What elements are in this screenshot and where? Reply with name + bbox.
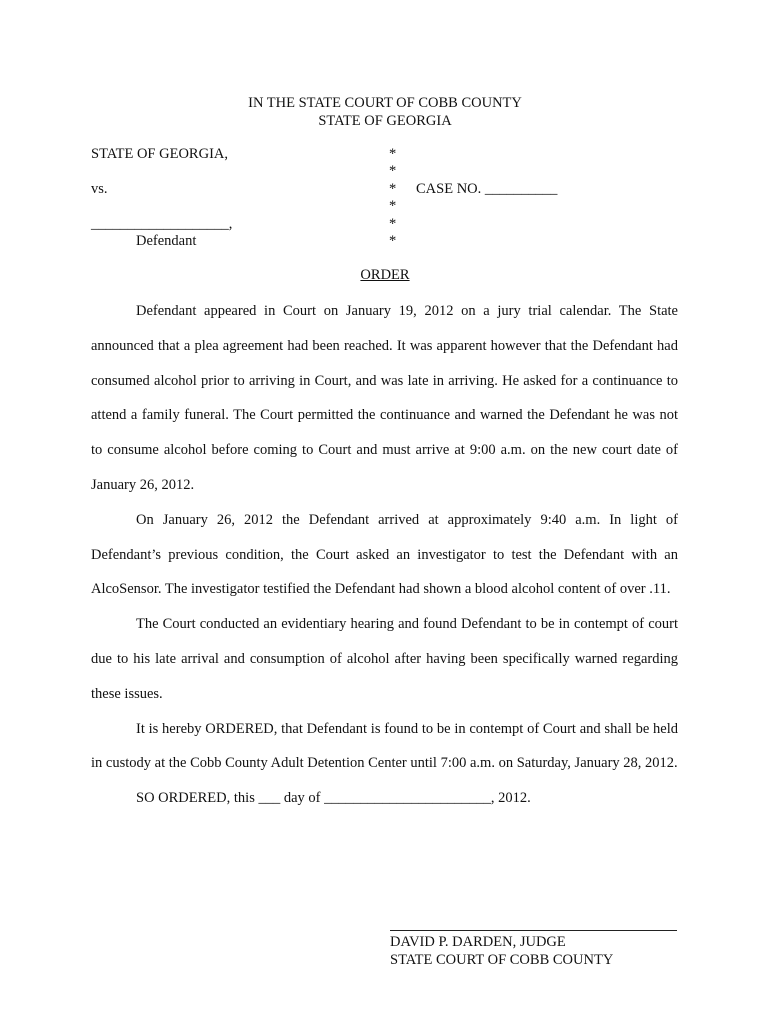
signature-block	[390, 930, 677, 969]
order-body	[91, 294, 678, 816]
signature-line	[390, 930, 677, 931]
paragraph: On January 26, 2012 the Defendant arrived at approximately 9:40 a.m. In light of Defendant’s previous condition, the Court asked an investigator to test the Defendant with an AlcoSensor. The investigator testified the Defendant had shown a blood alcohol content of over .11.	[91, 511, 678, 598]
judge-court: STATE COURT OF COBB COUNTY	[390, 951, 614, 968]
case-number: CASE NO. __________	[416, 181, 558, 197]
separator-star: *	[389, 163, 397, 180]
paragraph: It is hereby ORDERED, that Defendant is found to be in contempt of Court and shall be held in custody at the Cobb County Adult Detention Center until 7:00 a.m. on Saturday, January 28, 2012.	[91, 720, 678, 772]
separator-star: *	[389, 198, 397, 215]
court-state: STATE OF GEORGIA	[318, 113, 452, 129]
judge-name: DAVID P. DARDEN, JUDGE	[390, 934, 566, 950]
defendant-label: Defendant	[136, 233, 197, 249]
separator-star: *	[389, 233, 397, 250]
case-caption	[91, 146, 691, 256]
plaintiff-name: STATE OF GEORGIA,	[91, 146, 228, 162]
versus-label: vs.	[91, 181, 108, 197]
paragraph: The Court conducted an evidentiary hearing and found Defendant to be in contempt of court due to his late arrival and consumption of alcohol after having been specifically warned regarding these issues.	[91, 616, 678, 702]
order-title: ORDER	[360, 267, 410, 283]
caption-separator	[389, 146, 396, 250]
separator-star: *	[389, 215, 397, 232]
separator-star: *	[389, 180, 397, 197]
defendant-blank: ___________________,	[91, 216, 233, 232]
separator-star: *	[389, 146, 397, 162]
court-name: IN THE STATE COURT OF COBB COUNTY	[248, 95, 522, 111]
so-ordered-line: SO ORDERED, this ___ day of _______________________, 2012.	[136, 790, 531, 807]
paragraph: Defendant appeared in Court on January 19, 2012 on a jury trial calendar. The State announced that a plea agreement had been reached. It was apparent however that the Defendant had consumed alcohol prior to arriving in Court, and was late in arriving. He asked for a continuance to attend a family funeral. The Court permitted the continuance and warned the Defendant he was not to consume alcohol before coming to Court and must arrive at 9:00 a.m. on the new court date of January 26, 2012.	[91, 303, 678, 493]
court-header	[0, 94, 770, 130]
